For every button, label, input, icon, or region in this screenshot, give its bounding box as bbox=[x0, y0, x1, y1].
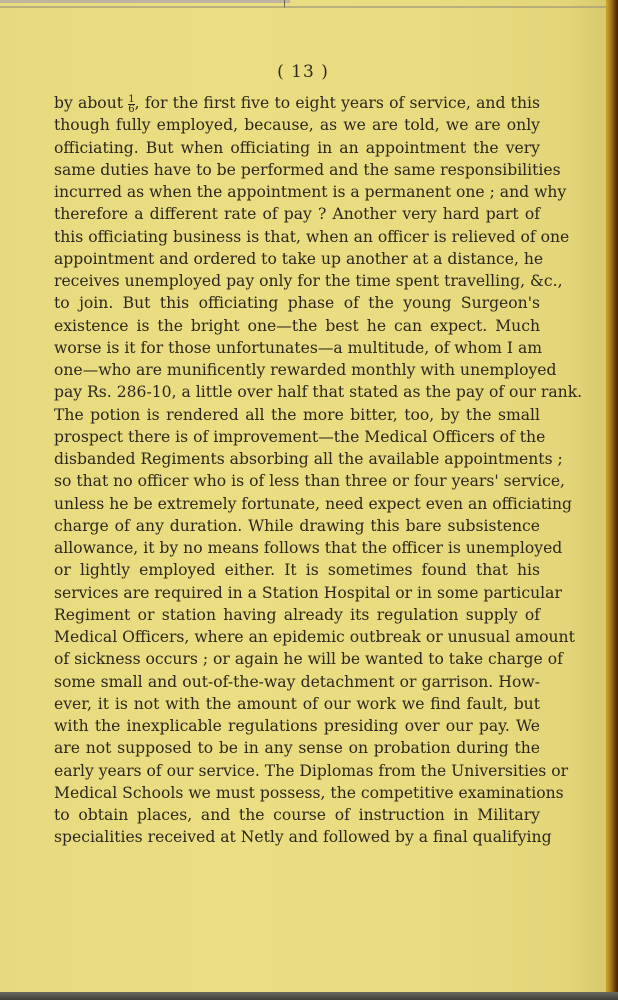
text-line: The potion is rendered all the more bitter, too, by the small bbox=[54, 405, 540, 424]
text-line: Medical Schools we must possess, the competitive examinations bbox=[54, 783, 564, 802]
text-line: this officiating business is that, when an officer is relieved of one bbox=[54, 227, 570, 246]
text-line: Medical Officers, where an epidemic outbreak or unusual amount bbox=[54, 628, 575, 646]
text-line-first bbox=[54, 92, 540, 114]
body-text bbox=[54, 92, 583, 849]
line-end: , for the first five to eight years of service, and this bbox=[134, 94, 540, 112]
text-line: allowance, it by no means follows that the officer is unemployed bbox=[54, 539, 563, 557]
text-line: same duties have to be performed and the same responsibilities bbox=[54, 160, 561, 179]
text-line: charge of any duration. While drawing this bare subsistence bbox=[54, 516, 540, 535]
text-line: unless he be extremely fortunate, need expect even an officiating bbox=[54, 494, 573, 513]
text-line: services are required in a Station Hospital or in some particular bbox=[54, 583, 562, 602]
fraction-numerator: 1 bbox=[128, 93, 135, 105]
page-bottom-edge bbox=[0, 992, 618, 1000]
text-line: to obtain places, and the course of instruction in Military bbox=[54, 806, 540, 824]
text-line: or lightly employed either. It is sometimes found that his bbox=[54, 561, 540, 580]
text-line: appointment and ordered to take up another at a distance, he bbox=[54, 249, 544, 268]
text-line: therefore a different rate of pay ? Another very hard part of bbox=[54, 205, 540, 224]
text-line: Regiment or station having already its regulation supply of bbox=[54, 605, 540, 624]
text-line: prospect there is of improvement—the Medical Officers of the bbox=[54, 427, 546, 446]
text-line: some small and out-of-the-way detachment or garrison. How- bbox=[54, 672, 540, 691]
text-line: officiating. But when officiating in an appointment the very bbox=[54, 138, 540, 157]
text-line: incurred as when the appointment is a permanent one ; and why bbox=[54, 183, 567, 201]
text-line: specialities received at Netly and followed by a final qualifying bbox=[54, 828, 552, 847]
text-line: to join. But this officiating phase of the young Surgeon's bbox=[54, 294, 540, 313]
top-rule-short bbox=[0, 0, 290, 3]
book-spine-edge bbox=[606, 0, 618, 1000]
text-line: worse is it for those unfortunates—a multitude, of whom I am bbox=[54, 338, 543, 357]
line-start: by about bbox=[54, 94, 124, 112]
text-line: pay Rs. 286-10, a little over half that stated as the pay of our rank. bbox=[54, 383, 583, 402]
text-line: so that no officer who is of less than three or four years' service, bbox=[54, 472, 565, 491]
text-line: disbanded Regiments absorbing all the available appointments ; bbox=[54, 450, 563, 468]
text-line: one—who are munificently rewarded monthly with unemployed bbox=[54, 361, 557, 379]
text-line: existence is the bright one—the best he can expect. Much bbox=[54, 316, 540, 335]
text-line: ever, it is not with the amount of our work we find fault, but bbox=[54, 694, 540, 713]
text-line: with the inexplicable regulations presiding over our pay. We bbox=[54, 717, 540, 735]
top-rule bbox=[0, 6, 606, 8]
page-number: ( 13 ) bbox=[277, 62, 329, 82]
fraction-denominator: 6 bbox=[128, 103, 135, 115]
text-line: receives unemployed pay only for the time spent travelling, &c., bbox=[54, 272, 563, 290]
text-line: though fully employed, because, as we are told, we are only bbox=[54, 116, 540, 135]
text-line: are not supposed to be in any sense on probation during the bbox=[54, 739, 540, 758]
text-line: of sickness occurs ; or again he will be wanted to take charge of bbox=[54, 650, 563, 669]
text-line: early years of our service. The Diplomas from the Universities or bbox=[54, 761, 569, 780]
